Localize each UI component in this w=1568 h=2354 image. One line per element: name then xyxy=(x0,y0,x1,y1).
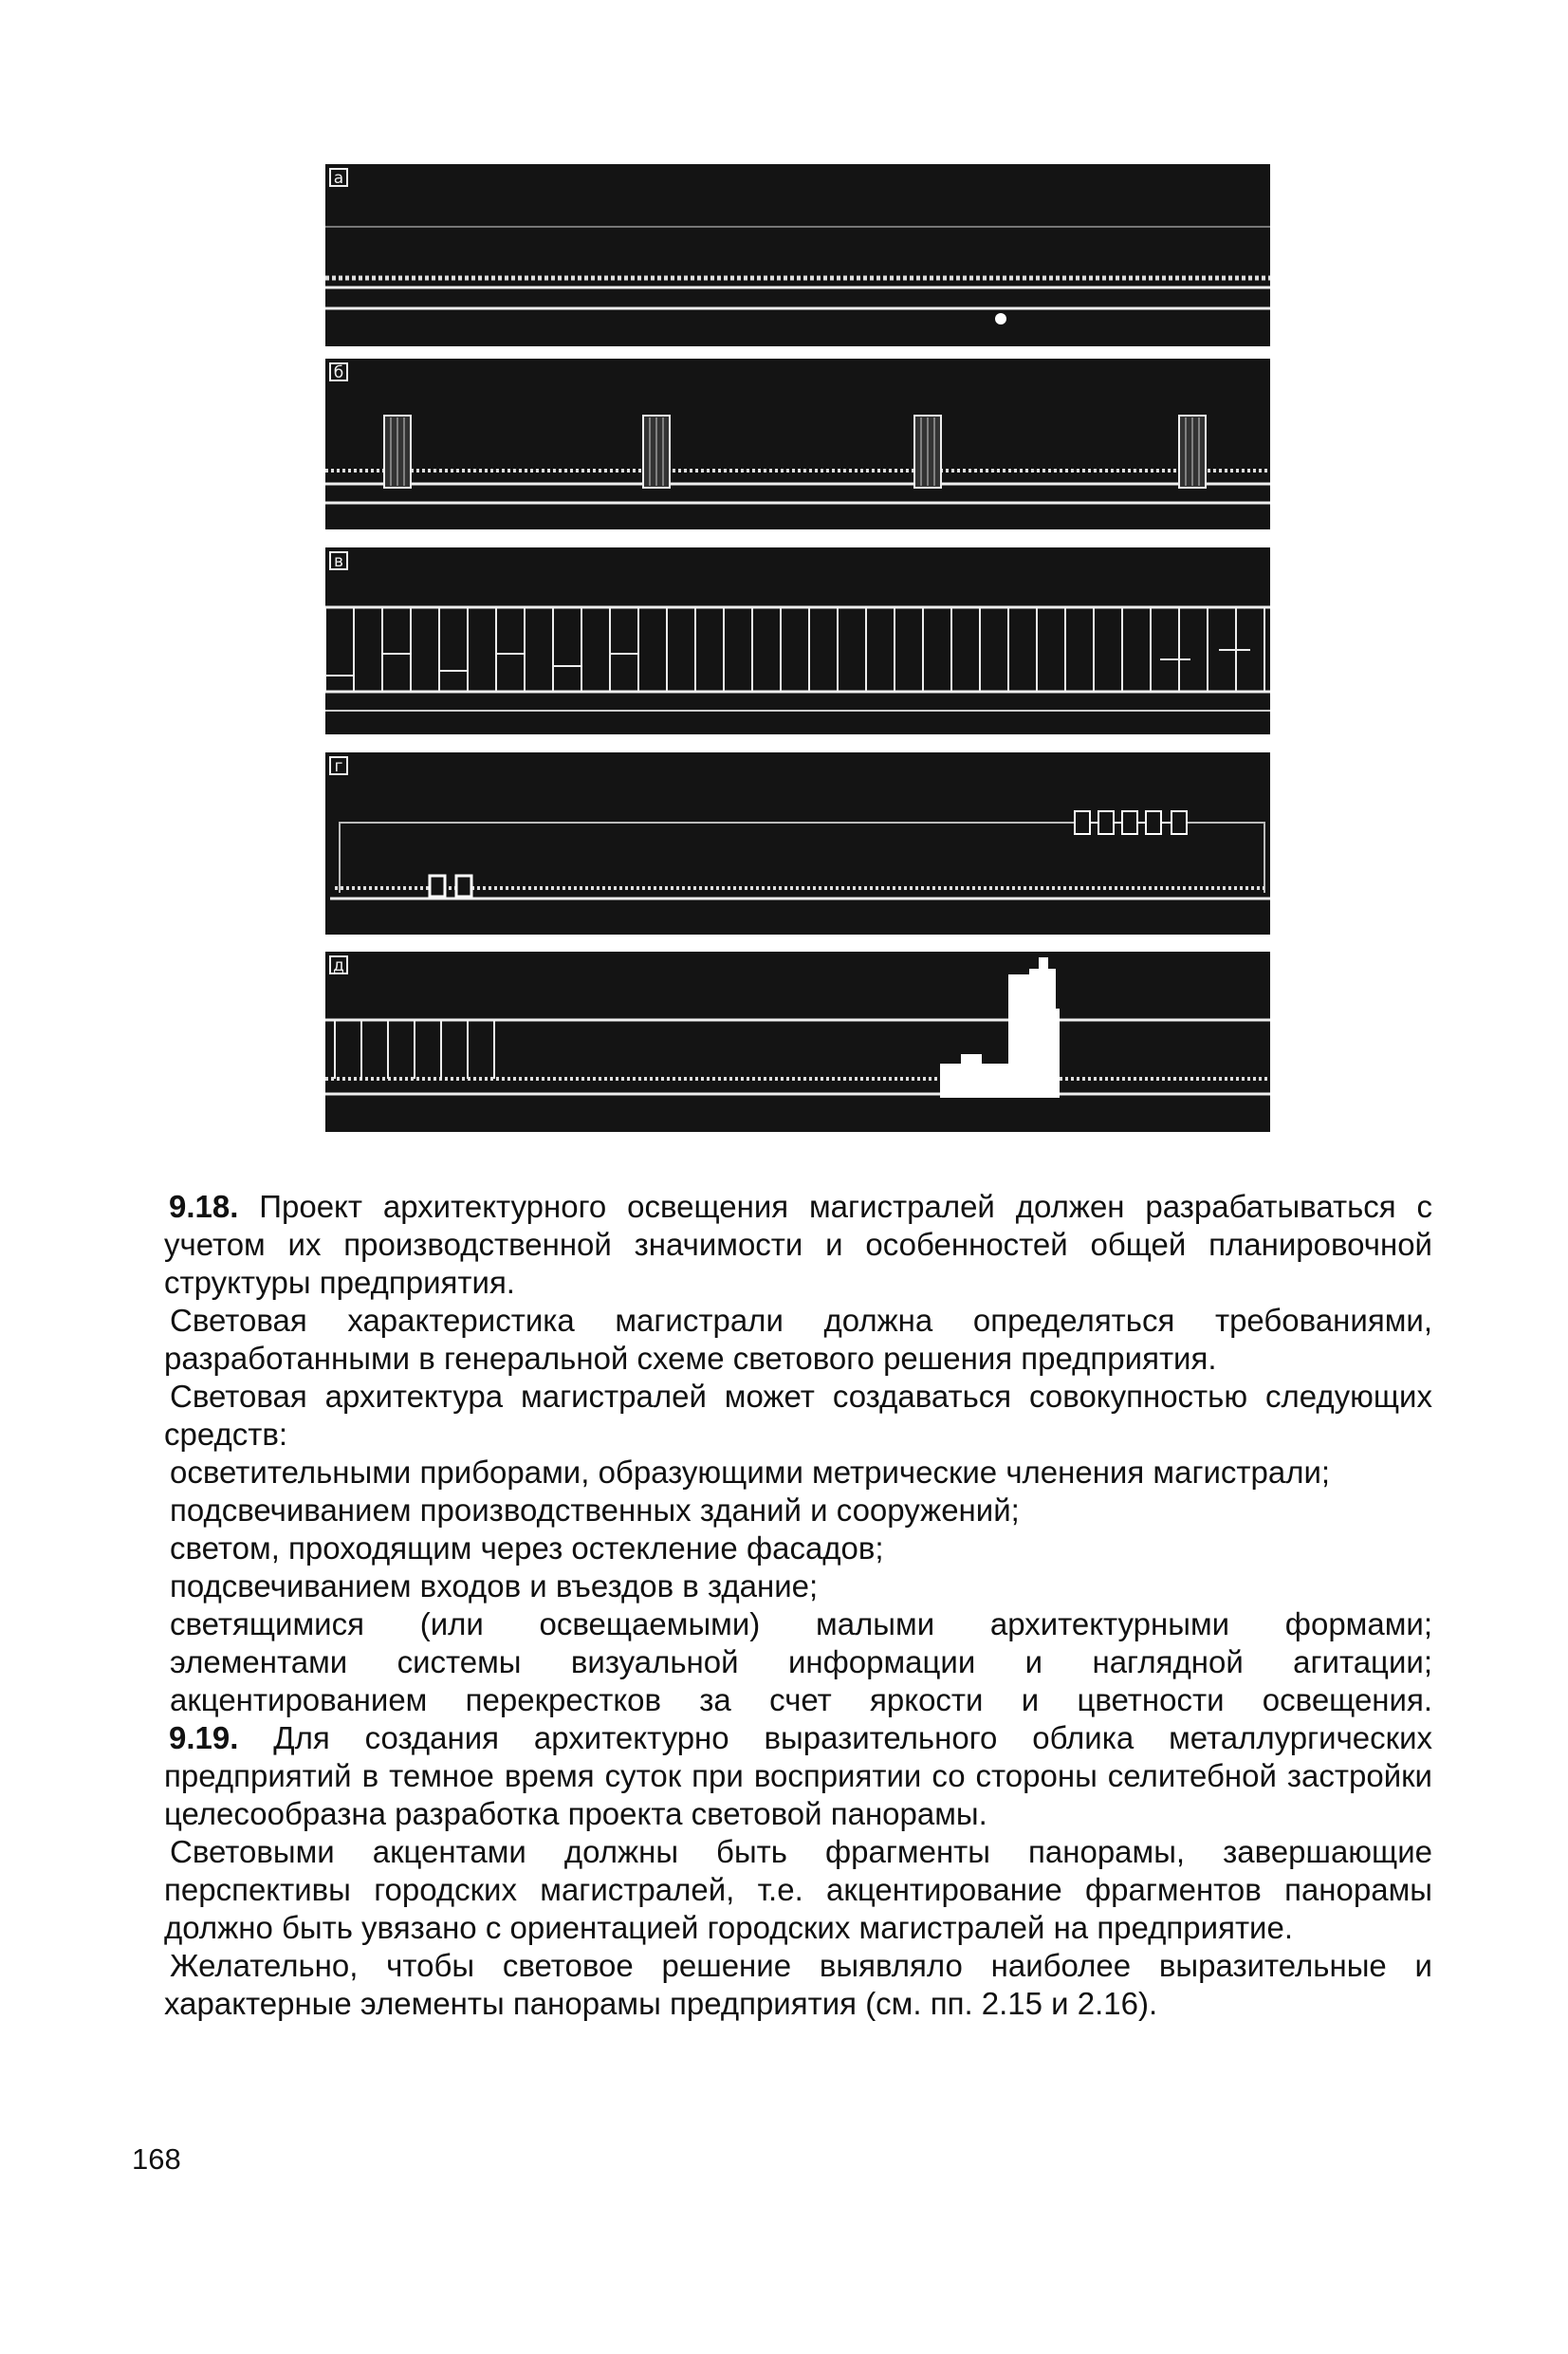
list-item: подсвечиванием входов и въездов в здание; xyxy=(170,1568,819,1603)
list-item: акцентированием перекрестков за счет яркости и цветности освещения. xyxy=(170,1682,1432,1717)
section-number: 9.18. xyxy=(169,1189,239,1224)
page-number: 168 xyxy=(132,2142,181,2176)
paragraph: Световая характеристика магистрали должна определяться требованиями, разработанными в генеральной схеме светового решения предприятия. xyxy=(164,1303,1432,1376)
figure-panel-g xyxy=(325,752,1270,935)
list-item: подсвечиванием производственных зданий и сооружений; xyxy=(170,1492,1020,1528)
list-item: элементами системы визуальной информации и наглядной агитации; xyxy=(170,1644,1432,1679)
paragraph-text: Проект архитектурного освещения магистралей должен разрабатываться с учетом их производственной значимости и особенностей общей планировочной структуры предприятия. xyxy=(164,1189,1433,1300)
section-number: 9.19. xyxy=(169,1720,239,1755)
panel-d-drawing xyxy=(325,952,1270,1132)
panel-label: б xyxy=(329,362,348,381)
list-item: светящимися (или освещаемыми) малыми архитектурными формами; xyxy=(170,1606,1432,1641)
panel-b-drawing xyxy=(325,359,1270,529)
body-text xyxy=(164,1188,1432,2023)
panel-label: в xyxy=(329,551,348,570)
figure-panel-a xyxy=(325,164,1270,346)
paragraph: Желательно, чтобы световое решение выявляло наиболее выразительные и характерные элементы панорамы предприятия (см. пп. 2.15 и 2.16). xyxy=(164,1948,1432,2021)
paragraph-9-18 xyxy=(164,1188,1432,1302)
paragraph: Световая архитектура магистралей может создаваться совокупностью следующих средств: xyxy=(164,1379,1432,1452)
panel-v-drawing xyxy=(325,547,1270,734)
paragraph-9-19 xyxy=(164,1719,1432,1833)
panel-label: д xyxy=(329,955,348,974)
panel-label: а xyxy=(329,168,348,187)
panel-a-drawing xyxy=(325,164,1270,346)
paragraph: Световыми акцентами должны быть фрагменты панорамы, завершающие перспективы городских магистралей, т.е. акцентирование фрагментов панорамы должно быть увязано с ориентацией городских магистралей на предприятие. xyxy=(164,1834,1432,1945)
figure-panel-v xyxy=(325,547,1270,734)
figure-panel-d xyxy=(325,952,1270,1132)
panel-g-drawing xyxy=(325,752,1270,935)
list-item: светом, проходящим через остекление фасадов; xyxy=(170,1530,884,1566)
panel-label: г xyxy=(329,756,348,775)
paragraph-text: Для создания архитектурно выразительного облика металлургических предприятий в темное время суток при восприятии со стороны селитебной застройки целесообразна разработка проекта световой панорамы. xyxy=(164,1720,1433,1831)
list-item: осветительными приборами, образующими метрические членения магистрали; xyxy=(170,1455,1331,1490)
figure-panel-b xyxy=(325,359,1270,529)
building-silhouette xyxy=(940,957,1060,1098)
